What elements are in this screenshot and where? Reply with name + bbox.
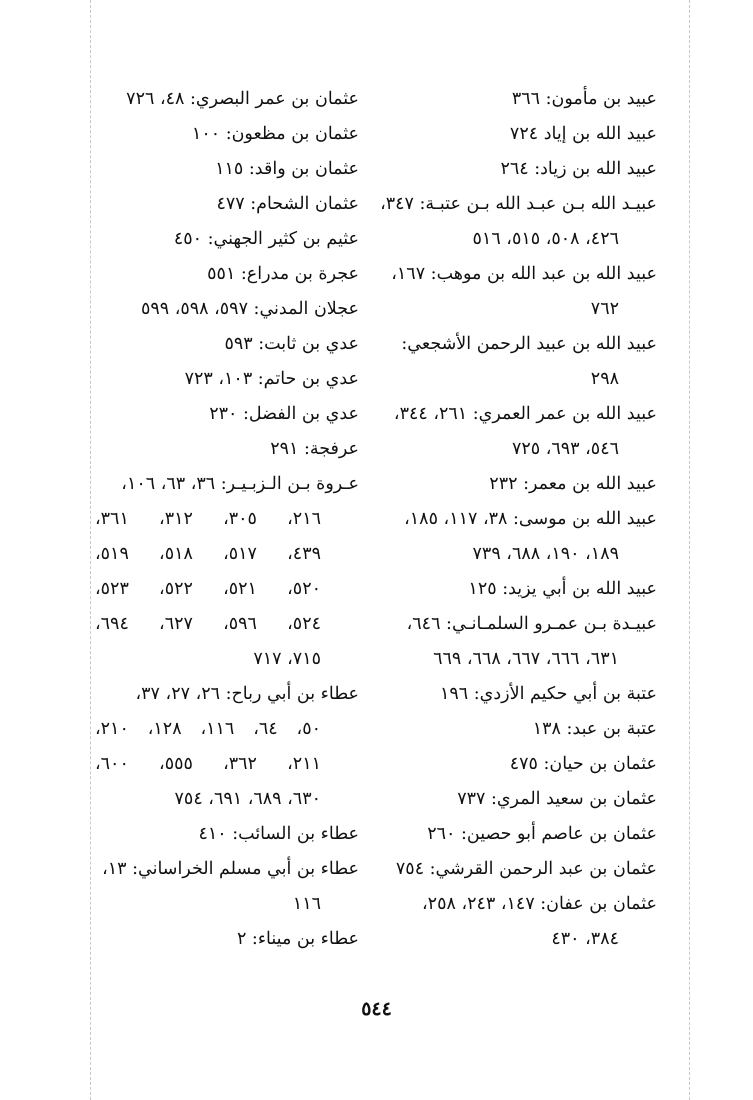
index-entry <box>380 187 657 257</box>
entry-continuation-line: ٤٢٦، ٥٠٨، ٥١٥، ٥١٦ <box>472 229 619 249</box>
index-entry <box>95 677 359 817</box>
entry-continuation-line: ٥٤٦، ٦٩٣، ٧٢٥ <box>511 439 619 459</box>
index-entry <box>392 887 657 957</box>
entry-heading-line: عبيـدة بـن عمـرو السلمـانـي: ٦٤٦، <box>406 614 657 634</box>
entry-heading-line: عثمان بن عمر البصري: ٤٨، ٧٢٦ <box>126 89 359 109</box>
entry-continuation-line: ١١٦ <box>292 894 321 914</box>
entry-heading-line: عبيد الله بن عبد الله بن موهب: ١٦٧، <box>391 264 657 284</box>
index-entry <box>392 257 657 327</box>
margin-dotted-line-right <box>689 0 690 1100</box>
index-entry <box>95 432 359 467</box>
index-column-right <box>380 82 657 957</box>
index-entry <box>392 782 657 817</box>
index-entry <box>392 397 657 467</box>
entry-heading-line: عبيد الله بن زياد: ٢٦٤ <box>500 159 657 179</box>
index-entry <box>95 852 359 922</box>
index-entry <box>392 747 657 782</box>
entry-continuation-line: ٣٨٤، ٤٣٠ <box>551 929 619 949</box>
entry-continuation-line: ٢١١، ٣٦٢، ٥٥٥، ٦٠٠، <box>95 754 321 774</box>
entry-continuation-line: ٧١٥، ٧١٧ <box>253 649 321 669</box>
index-entry <box>392 572 657 607</box>
entry-continuation-line: ١٨٩، ١٩٠، ٦٨٨، ٧٣٩ <box>472 544 619 564</box>
entry-continuation-line: ٥٢٠، ٥٢١، ٥٢٢، ٥٢٣، <box>95 579 321 599</box>
entry-heading-line: عجرة بن مدراع: ٥٥١ <box>207 264 359 284</box>
entry-heading-line: عبيـد الله بـن عبـد الله بـن عتبـة: ٣٤٧، <box>380 194 657 214</box>
entry-continuation-line: ٦٣٠، ٦٨٩، ٦٩١، ٧٥٤ <box>174 789 321 809</box>
margin-dotted-line-left <box>90 0 91 1100</box>
index-entry <box>95 82 359 117</box>
index-entry <box>392 467 657 502</box>
entry-continuation-line: ٦٣١، ٦٦٦، ٦٦٧، ٦٦٨، ٦٦٩ <box>433 649 619 669</box>
entry-heading-line: عبيد بن مأمون: ٣٦٦ <box>511 89 657 109</box>
entry-heading-line: عطاء بن السائب: ٤١٠ <box>198 824 359 844</box>
index-entry <box>95 397 359 432</box>
index-entry <box>95 187 359 222</box>
entry-heading-line: عثمان بن سعيد المري: ٧٣٧ <box>457 789 657 809</box>
index-entry <box>392 502 657 572</box>
entry-heading-line: عثمان بن عبد الرحمن القرشي: ٧٥٤ <box>395 859 657 879</box>
entry-heading-line: عدي بن ثابت: ٥٩٣ <box>224 334 359 354</box>
index-entry <box>95 467 359 677</box>
entry-heading-line: عطاء بن أبي مسلم الخراساني: ١٣، <box>102 859 359 879</box>
index-entry <box>95 152 359 187</box>
entry-heading-line: عطاء بن ميناء: ٢ <box>236 929 359 949</box>
index-entry <box>392 852 657 887</box>
entry-heading-line: عرفجة: ٢٩١ <box>270 439 359 459</box>
entry-heading-line: عثمان بن عاصم أبو حصين: ٢٦٠ <box>427 824 657 844</box>
entry-heading-line: عبيد الله بن موسى: ٣٨، ١١٧، ١٨٥، <box>404 509 657 529</box>
index-entry <box>95 222 359 257</box>
entry-heading-line: عدي بن حاتم: ١٠٣، ٧٢٣ <box>184 369 359 389</box>
entry-continuation-line: ٥٢٤، ٥٩٦، ٦٢٧، ٦٩٤، <box>95 614 321 634</box>
index-entry <box>95 117 359 152</box>
entry-heading-line: عبيد الله بن إياد ٧٢٤ <box>509 124 657 144</box>
entry-heading-line: عثمان بن عفان: ١٤٧، ٢٤٣، ٢٥٨، <box>422 894 657 914</box>
index-entry <box>392 817 657 852</box>
entry-heading-line: عثمان الشحام: ٤٧٧ <box>216 194 359 214</box>
index-entry <box>95 292 359 327</box>
index-entry <box>95 327 359 362</box>
entry-heading-line: عجلان المدني: ٥٩٧، ٥٩٨، ٥٩٩ <box>140 299 359 319</box>
index-entry <box>95 922 359 957</box>
entry-continuation-line: ٧٦٢ <box>590 299 619 319</box>
entry-continuation-line: ٥٠، ٦٤، ١١٦، ١٢٨، ٢١٠، <box>95 719 322 739</box>
entry-heading-line: عثيم بن كثير الجهني: ٤٥٠ <box>173 229 359 249</box>
entry-heading-line: عـروة بـن الـزبـيـر: ٣٦، ٦٣، ١٠٦، <box>121 474 359 494</box>
entry-continuation-line: ٤٣٩، ٥١٧، ٥١٨، ٥١٩، <box>95 544 321 564</box>
entry-heading-line: عتبة بن أبي حكيم الأزدي: ١٩٦ <box>439 684 657 704</box>
entry-heading-line: عبيد الله بن عبيد الرحمن الأشجعي: <box>401 334 657 354</box>
page-number: ٥٤٤ <box>361 998 392 1020</box>
entry-heading-line: عدي بن الفضل: ٢٣٠ <box>209 404 359 424</box>
entry-continuation-line: ٢١٦، ٣٠٥، ٣١٢، ٣٦١، <box>95 509 321 529</box>
index-entry <box>392 607 657 677</box>
entry-heading-line: عبيد الله بن أبي يزيد: ١٢٥ <box>468 579 657 599</box>
index-entry <box>95 362 359 397</box>
index-entry <box>392 677 657 712</box>
index-entry <box>392 82 657 117</box>
entry-heading-line: عثمان بن حيان: ٤٧٥ <box>509 754 657 774</box>
entry-heading-line: عثمان بن مظعون: ١٠٠ <box>191 124 359 144</box>
index-entry <box>392 712 657 747</box>
entry-heading-line: عبيد الله بن عمر العمري: ٢٦١، ٣٤٤، <box>393 404 657 424</box>
entry-heading-line: عتبة بن عبد: ١٣٨ <box>532 719 657 739</box>
index-entry <box>392 152 657 187</box>
entry-heading-line: عطاء بن أبي رباح: ٢٦، ٢٧، ٣٧، <box>135 684 359 704</box>
index-entry <box>95 817 359 852</box>
index-entry <box>95 257 359 292</box>
index-entry <box>392 117 657 152</box>
index-entry <box>392 327 657 397</box>
index-column-left <box>95 82 359 957</box>
entry-heading-line: عبيد الله بن معمر: ٢٣٢ <box>489 474 657 494</box>
entry-continuation-line: ٢٩٨ <box>590 369 619 389</box>
entry-heading-line: عثمان بن واقد: ١١٥ <box>215 159 359 179</box>
